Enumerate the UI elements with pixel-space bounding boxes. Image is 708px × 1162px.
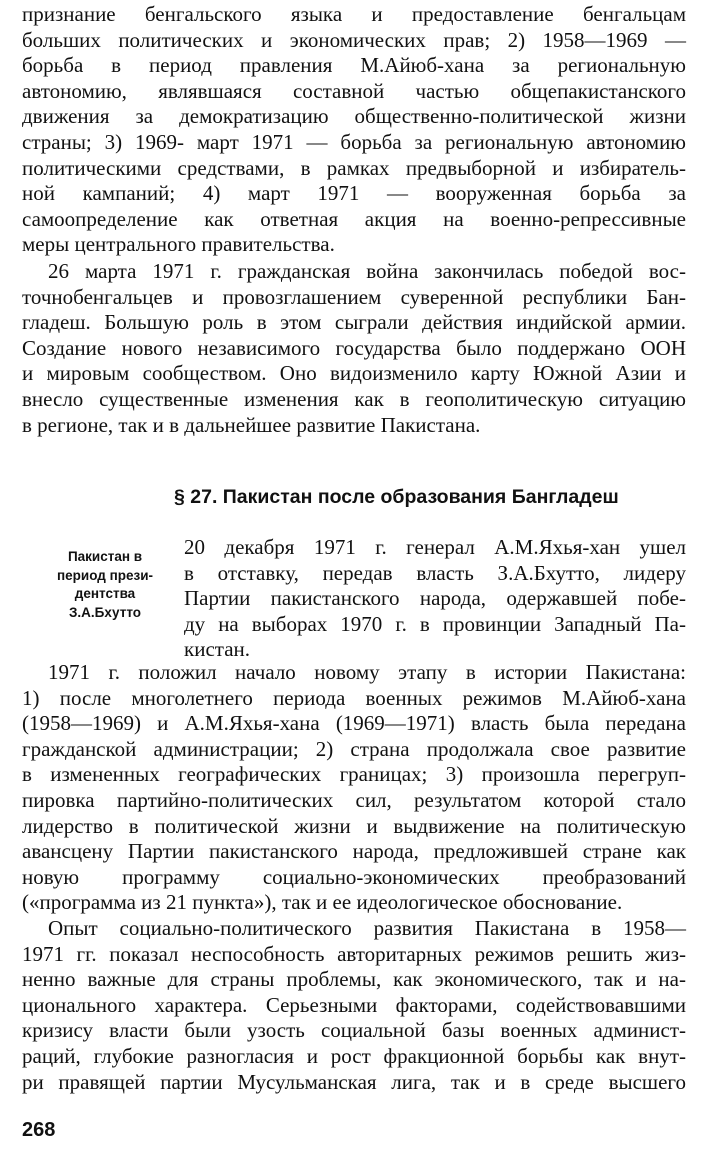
sidenote-line: Пакистан в (67, 549, 143, 564)
sidenote-line: период прези- (56, 567, 153, 583)
text-line: Создание нового независимого государства было поддержано ООН (22, 335, 686, 360)
text-line: 1971 гг. показал неспособность авторитарных режимов решить жиз- (22, 941, 686, 966)
text-line: автономию, являвшаяся составной частью общепакистанского (22, 78, 686, 103)
text-line: Партии пакистанского народа, одержавшей побе- (184, 586, 686, 611)
text-line: и мировым сообществом. Оно видоизменило карту Южной Азии и (22, 361, 686, 386)
text-line: («программа из 21 пункта»), так и ее идеологическое обоснование. (22, 890, 623, 915)
text-line: ной кампаний; 4) март 1971 — вооруженная борьба за (22, 181, 686, 206)
text-line: 26 марта 1971 г. гражданская война закончилась победой вос- (48, 259, 686, 283)
text-line: лидерство в политической жизни и выдвижение на политическую (22, 813, 686, 838)
text-line: 1971 г. положил начало новому этапу в истории Пакистана: (48, 660, 686, 684)
text-line: в регионе, так и в дальнейшее развитие Пакистана. (22, 412, 481, 437)
text-line: кризису власти были узость социальной базы военных админист- (22, 1018, 686, 1043)
text-line: ду на выборах 1970 г. в провинции Западный Па- (184, 611, 686, 636)
margin-sidenote (30, 548, 180, 622)
paragraph-bhutto-transfer (184, 535, 686, 663)
text-line: больших политических и экономических прав; 2) 1958—1969 — (22, 27, 686, 52)
text-line: 20 декабря 1971 г. генерал А.М.Яхья-хан ушел (184, 535, 686, 559)
paragraph-authoritarian-failure (22, 916, 686, 1095)
text-line: (1958—1969) и А.М.Яхья-хана (1969—1971) власть была передана (22, 711, 686, 736)
text-line: новую программу социально-экономических преобразований (22, 864, 686, 889)
text-line: страны; 3) 1969- март 1971 — борьба за региональную автономию (22, 129, 686, 154)
page-number: 268 (22, 1119, 56, 1141)
sidenote-line: З.А.Бхутто (68, 604, 142, 620)
section-heading: § 27. Пакистан после образования Бангладеш (174, 486, 619, 508)
paragraph-new-stage (22, 660, 686, 916)
text-line: кистан. (184, 637, 251, 662)
text-line: внесло существенные изменения как в геополитическую ситуацию (22, 386, 686, 411)
text-line: авансцену Партии пакистанского народа, предложившей стране как (22, 839, 686, 864)
text-line: признание бенгальского языка и предоставление бенгальцам (22, 2, 686, 26)
text-line: Опыт социально-политического развития Пакистана в 1958— (48, 916, 686, 940)
text-line: пировка партийно-политических сил, результатом которой стало (22, 787, 686, 812)
text-line: раций, глубокие разногласия и рост фракционной борьбы как внут- (22, 1043, 686, 1068)
text-line: ненно важные для страны проблемы, как экономического, так и на- (22, 967, 686, 992)
text-line: движения за демократизацию общественно-политической жизни (22, 104, 686, 129)
text-line: ционального характера. Серьезными факторами, содействовавшими (22, 992, 686, 1017)
paragraph-continuation (22, 2, 686, 258)
text-line: самоопределение как ответная акция на военно-репрессивные (22, 206, 686, 231)
text-line: 1) после многолетнего периода военных режимов М.Айюб-хана (22, 685, 686, 710)
text-line: точнобенгальцев и провозглашением суверенной республики Бан- (22, 284, 686, 309)
text-line: в измененных географических границах; 3) произошла перегруп- (22, 762, 686, 787)
sidenote-line: дентства (74, 586, 136, 602)
paragraph-bangladesh-independence (22, 259, 686, 438)
text-line: в отставку, передав власть З.А.Бхутто, лидеру (184, 560, 686, 585)
text-line: меры центрального правительства. (22, 232, 335, 257)
text-line: политическими средствами, в рамках предвыборной и избиратель- (22, 155, 686, 180)
text-line: борьба в период правления М.Айюб-хана за региональную (22, 53, 686, 78)
text-line: ри правящей партии Мусульманская лига, так и в среде высшего (22, 1069, 686, 1094)
text-line: гражданской администрации; 2) страна продолжала свое развитие (22, 736, 686, 761)
text-line: гладеш. Большую роль в этом сыграли действия индийской армии. (22, 310, 686, 335)
